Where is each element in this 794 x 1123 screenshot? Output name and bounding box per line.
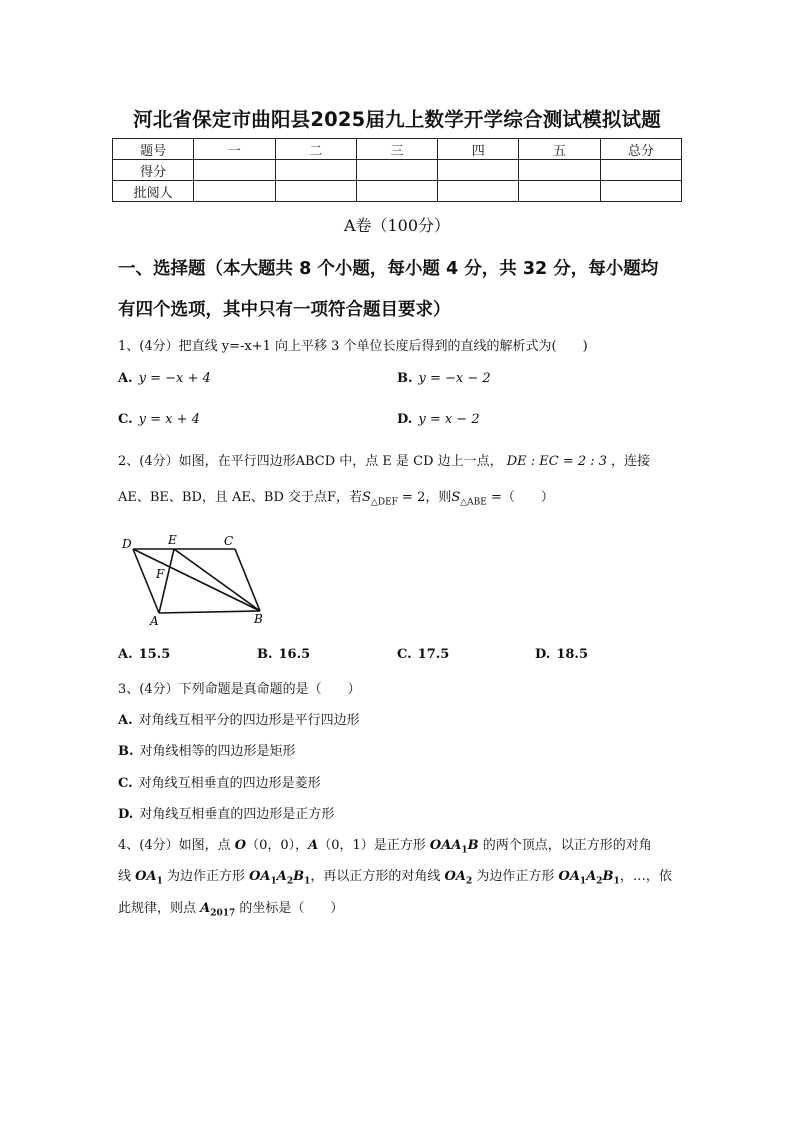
- label-e: E: [168, 533, 177, 547]
- question-1-option-c[interactable]: C. y = x + 4: [118, 412, 200, 427]
- question-2-stem-line2: AE、BE、BD，且 AE、BD 交于点F，若$S_{\triangle DEF} = 2$，则$S_{\triangle ABE}$ =（ ）: [118, 490, 554, 508]
- score-cell[interactable]: [194, 160, 275, 181]
- table-header-cell: 题号: [113, 139, 194, 160]
- label-f: F: [156, 567, 165, 581]
- reviewer-cell[interactable]: [356, 181, 437, 202]
- parallelogram-figure: [112, 528, 272, 628]
- reviewer-cell[interactable]: [194, 181, 275, 202]
- score-table: [112, 138, 682, 202]
- section-1-heading-line1: 一、选择题（本大题共 8 个小题，每小题 4 分，共 32 分，每小题均: [118, 259, 659, 279]
- question-2-option-b[interactable]: B. 16.5: [257, 647, 311, 662]
- question-2-option-c[interactable]: C. 17.5: [397, 647, 450, 662]
- score-cell[interactable]: [519, 160, 600, 181]
- question-1-stem: [118, 335, 688, 354]
- question-2-ratio: DE : EC = 2 : 3: [506, 454, 608, 469]
- label-b: B: [254, 612, 263, 626]
- table-row-label: 得分: [113, 160, 194, 181]
- question-3-option-d[interactable]: D. 对角线互相垂直的四边形是正方形: [118, 807, 335, 822]
- table-row: [113, 139, 682, 160]
- reviewer-cell[interactable]: [438, 181, 519, 202]
- question-1-option-b[interactable]: B. y = −x − 2: [397, 371, 491, 386]
- question-4-stem-line3: 此规律，则点 $A_{2017}$ 的坐标是（ ）: [118, 901, 344, 919]
- reviewer-cell[interactable]: [275, 181, 356, 202]
- table-row: [113, 160, 682, 181]
- question-1-option-d[interactable]: D. y = x − 2: [397, 412, 480, 427]
- table-row-label: 批阅人: [113, 181, 194, 202]
- question-4-stem-line1: 4、(4分）如图，点 O（0，0），A（0，1）是正方形 $OAA_1B$ 的两个顶点，以正方形的对角: [118, 838, 652, 856]
- label-d: D: [122, 537, 132, 551]
- score-cell[interactable]: [438, 160, 519, 181]
- segment-ad: [133, 549, 159, 613]
- segment-ba: [159, 611, 260, 613]
- table-header-cell: 总分: [600, 139, 681, 160]
- question-1-option-a[interactable]: A. y = −x + 4: [118, 371, 211, 386]
- table-row: [113, 181, 682, 202]
- table-header-cell: 二: [275, 139, 356, 160]
- question-2-stem-line1: 2、(4分）如图，在平行四边形ABCD 中，点 E 是 CD 边上一点， DE : EC = 2 : 3 ，连接: [118, 454, 651, 469]
- question-1-paren-end: ): [582, 339, 588, 354]
- question-2-option-a[interactable]: A. 15.5: [118, 647, 171, 662]
- question-1-text: 1、(4分）把直线 y=-x+1 向上平移 3 个单位长度后得到的直线的解析式为(: [118, 339, 557, 354]
- table-header-cell: 四: [438, 139, 519, 160]
- table-header-cell: 五: [519, 139, 600, 160]
- question-3-option-c[interactable]: C. 对角线互相垂直的四边形是菱形: [118, 776, 321, 791]
- segment-bd: [133, 549, 260, 611]
- question-2-option-d[interactable]: D. 18.5: [535, 647, 589, 662]
- table-header-cell: 三: [356, 139, 437, 160]
- section-a-heading: A卷（100分）: [343, 216, 451, 235]
- question-3-option-b[interactable]: B. 对角线相等的四边形是矩形: [118, 744, 296, 759]
- question-4-stem-line2: 线 $OA_1$ 为边作正方形 $OA_1A_2B_1$，再以正方形的对角线 $OA_2$ 为边作正方形 $OA_1A_2B_1$，…，依: [118, 869, 672, 887]
- section-1-heading-line2: 有四个选项，其中只有一项符合题目要求）: [118, 300, 451, 320]
- label-a: A: [150, 614, 159, 628]
- question-3-option-a[interactable]: A. 对角线互相平分的四边形是平行四边形: [118, 713, 360, 728]
- label-c: C: [224, 534, 234, 548]
- reviewer-cell[interactable]: [519, 181, 600, 202]
- score-cell[interactable]: [356, 160, 437, 181]
- question-3-stem: 3、(4分）下列命题是真命题的是（ ）: [118, 682, 361, 697]
- segment-ae: [159, 549, 174, 613]
- table-header-cell: 一: [194, 139, 275, 160]
- reviewer-cell[interactable]: [600, 181, 681, 202]
- score-cell[interactable]: [275, 160, 356, 181]
- page-title: 河北省保定市曲阳县2025届九上数学开学综合测试模拟试题: [133, 108, 661, 131]
- score-cell[interactable]: [600, 160, 681, 181]
